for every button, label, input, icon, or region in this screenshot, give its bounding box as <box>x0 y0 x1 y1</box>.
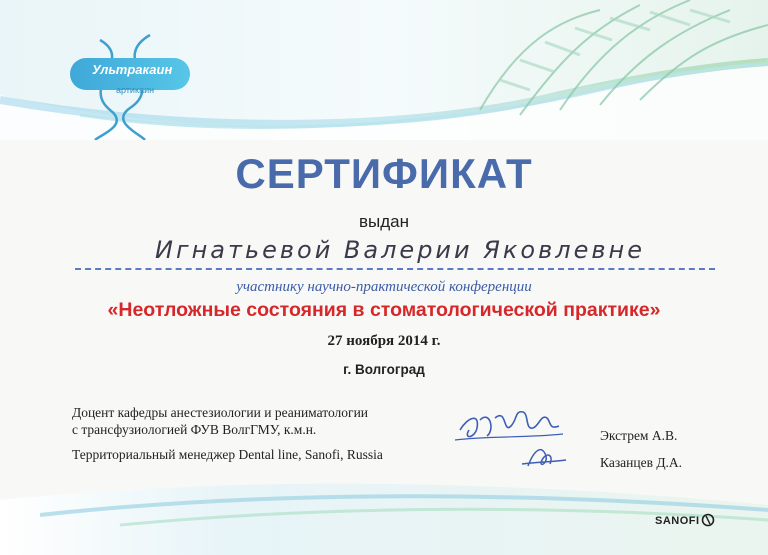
recipient-name: Игнатьевой Валерии Яковлевне <box>155 236 645 264</box>
sanofi-logo-text: SANOFI <box>655 515 700 527</box>
conference-title: «Неотложные состояния в стоматологической практике» <box>107 299 661 321</box>
signatory-position-line-2: с трансфузиологией ФУВ ВолгГМУ, к.м.н. <box>72 422 317 437</box>
signatory-position-line-1: Доцент кафедры анестезиологии и реаниматологии <box>72 405 369 420</box>
recipient-underline <box>75 268 715 270</box>
issued-label: выдан <box>358 212 409 231</box>
bottom-banner-decoration <box>0 470 768 555</box>
conference-date: 27 ноября 2014 г. <box>327 333 441 349</box>
conference-city: г. Волгоград <box>343 362 425 377</box>
logo-brand-text: Ультракаин <box>92 62 173 77</box>
participant-line: участнику научно-практической конференции <box>236 279 532 295</box>
logo-sub-text: артикаин <box>116 85 155 95</box>
signature-2 <box>520 440 570 472</box>
sanofi-logo-icon <box>701 513 715 527</box>
certificate-title: СЕРТИФИКАТ <box>235 150 533 197</box>
signature-1 <box>455 400 565 445</box>
signatory-position-line-3: Территориальный менеджер Dental line, Sanofi, Russia <box>72 447 383 462</box>
signatory-name-2: Казанцев Д.А. <box>600 455 683 470</box>
signatory-name-1: Экстрем А.В. <box>600 428 678 443</box>
